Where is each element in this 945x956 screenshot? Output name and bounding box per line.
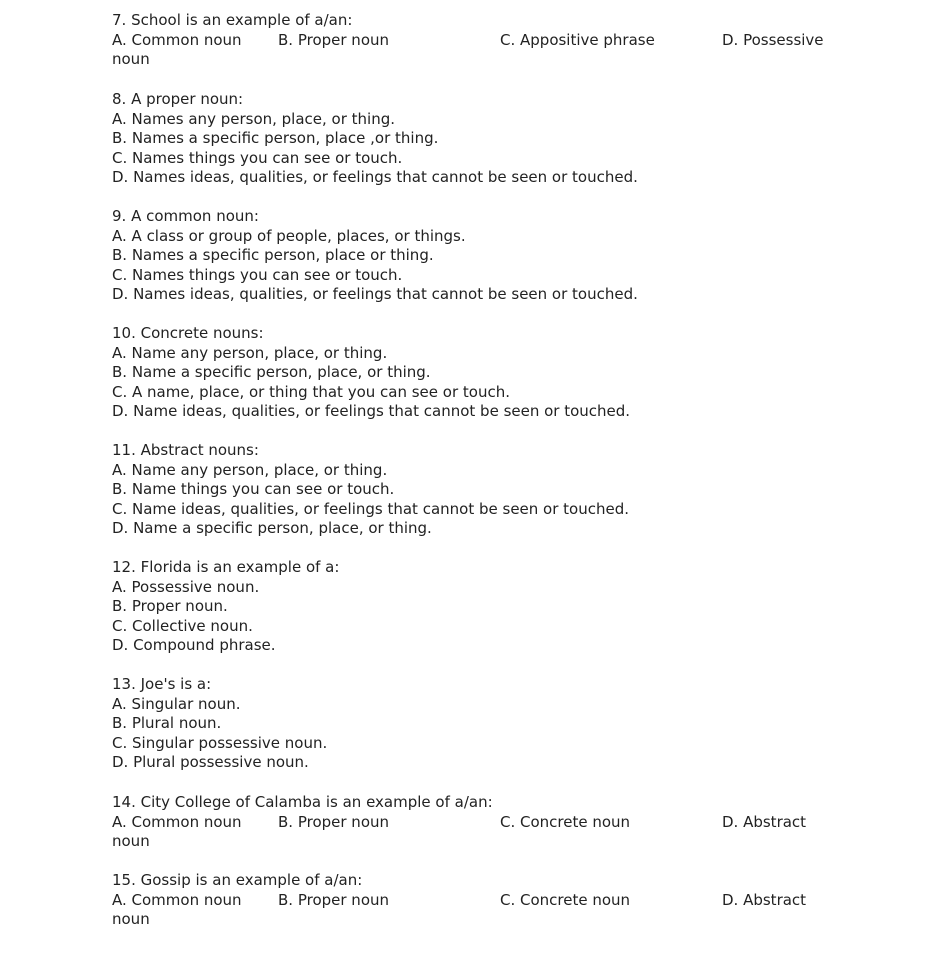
question-7 <box>112 11 912 70</box>
option-a: A. Names any person, place, or thing. <box>112 109 396 128</box>
option-a: A. Common noun <box>112 30 242 49</box>
option-a: A. Common noun <box>112 890 242 909</box>
question-14 <box>112 793 912 852</box>
option-row <box>112 813 912 833</box>
option-c: C. Collective noun. <box>112 616 253 635</box>
question-stem: 13. Joe's is a: <box>112 675 212 693</box>
question-9 <box>112 207 912 305</box>
option-d: D. Compound phrase. <box>112 636 276 655</box>
option-a: A. Name any person, place, or thing. <box>112 460 388 479</box>
option-b: B. Proper noun <box>278 812 390 831</box>
option-b: B. Proper noun <box>278 30 390 49</box>
option-b: B. Name a specific person, place, or thing. <box>112 363 431 382</box>
question-stem: 10. Concrete nouns: <box>112 324 264 342</box>
option-c: C. Appositive phrase <box>500 30 655 49</box>
option-b: B. Plural noun. <box>112 714 222 733</box>
option-c: C. Concrete noun <box>500 812 631 831</box>
question-stem: 7. School is an example of a/an: <box>112 11 353 29</box>
option-b: B. Names a specific person, place ,or thing. <box>112 129 439 148</box>
option-d: D. Abstract <box>722 812 807 831</box>
option-a: A. Possessive noun. <box>112 577 260 596</box>
option-row <box>112 891 912 911</box>
option-d: D. Name a specific person, place, or thing. <box>112 519 432 538</box>
option-c: C. Name ideas, qualities, or feelings that cannot be seen or touched. <box>112 499 629 518</box>
question-8 <box>112 90 912 188</box>
option-b: B. Proper noun. <box>112 597 228 616</box>
option-c: C. Singular possessive noun. <box>112 733 328 752</box>
option-row <box>112 31 912 51</box>
option-c: C. Concrete noun <box>500 890 631 909</box>
option-d: D. Names ideas, qualities, or feelings that cannot be seen or touched. <box>112 168 638 187</box>
option-d: D. Name ideas, qualities, or feelings that cannot be seen or touched. <box>112 402 631 421</box>
option-c: C. Names things you can see or touch. <box>112 148 403 167</box>
question-12 <box>112 558 912 656</box>
option-a: A. Name any person, place, or thing. <box>112 343 388 362</box>
option-a: A. Common noun <box>112 812 242 831</box>
option-c: C. A name, place, or thing that you can see or touch. <box>112 382 510 401</box>
option-d: D. Plural possessive noun. <box>112 753 309 772</box>
question-stem: 15. Gossip is an example of a/an: <box>112 871 363 889</box>
question-15 <box>112 871 912 930</box>
option-d: D. Names ideas, qualities, or feelings that cannot be seen or touched. <box>112 285 638 304</box>
option-b: B. Name things you can see or touch. <box>112 480 395 499</box>
question-13 <box>112 675 912 773</box>
option-b: B. Proper noun <box>278 890 390 909</box>
question-10 <box>112 324 912 422</box>
option-d: D. Abstract <box>722 890 807 909</box>
question-stem: 14. City College of Calamba is an example of a/an: <box>112 793 493 811</box>
option-c: C. Names things you can see or touch. <box>112 265 403 284</box>
option-wrap-text: noun <box>112 910 150 929</box>
option-b: B. Names a specific person, place or thing. <box>112 246 434 265</box>
option-a: A. A class or group of people, places, or things. <box>112 226 466 245</box>
question-11 <box>112 441 912 539</box>
option-wrap-text: noun <box>112 50 150 69</box>
option-a: A. Singular noun. <box>112 694 241 713</box>
question-stem: 8. A proper noun: <box>112 90 244 108</box>
question-stem: 11. Abstract nouns: <box>112 441 259 459</box>
option-d: D. Possessive <box>722 30 824 49</box>
option-wrap-text: noun <box>112 832 150 851</box>
question-stem: 9. A common noun: <box>112 207 259 225</box>
question-stem: 12. Florida is an example of a: <box>112 558 340 576</box>
